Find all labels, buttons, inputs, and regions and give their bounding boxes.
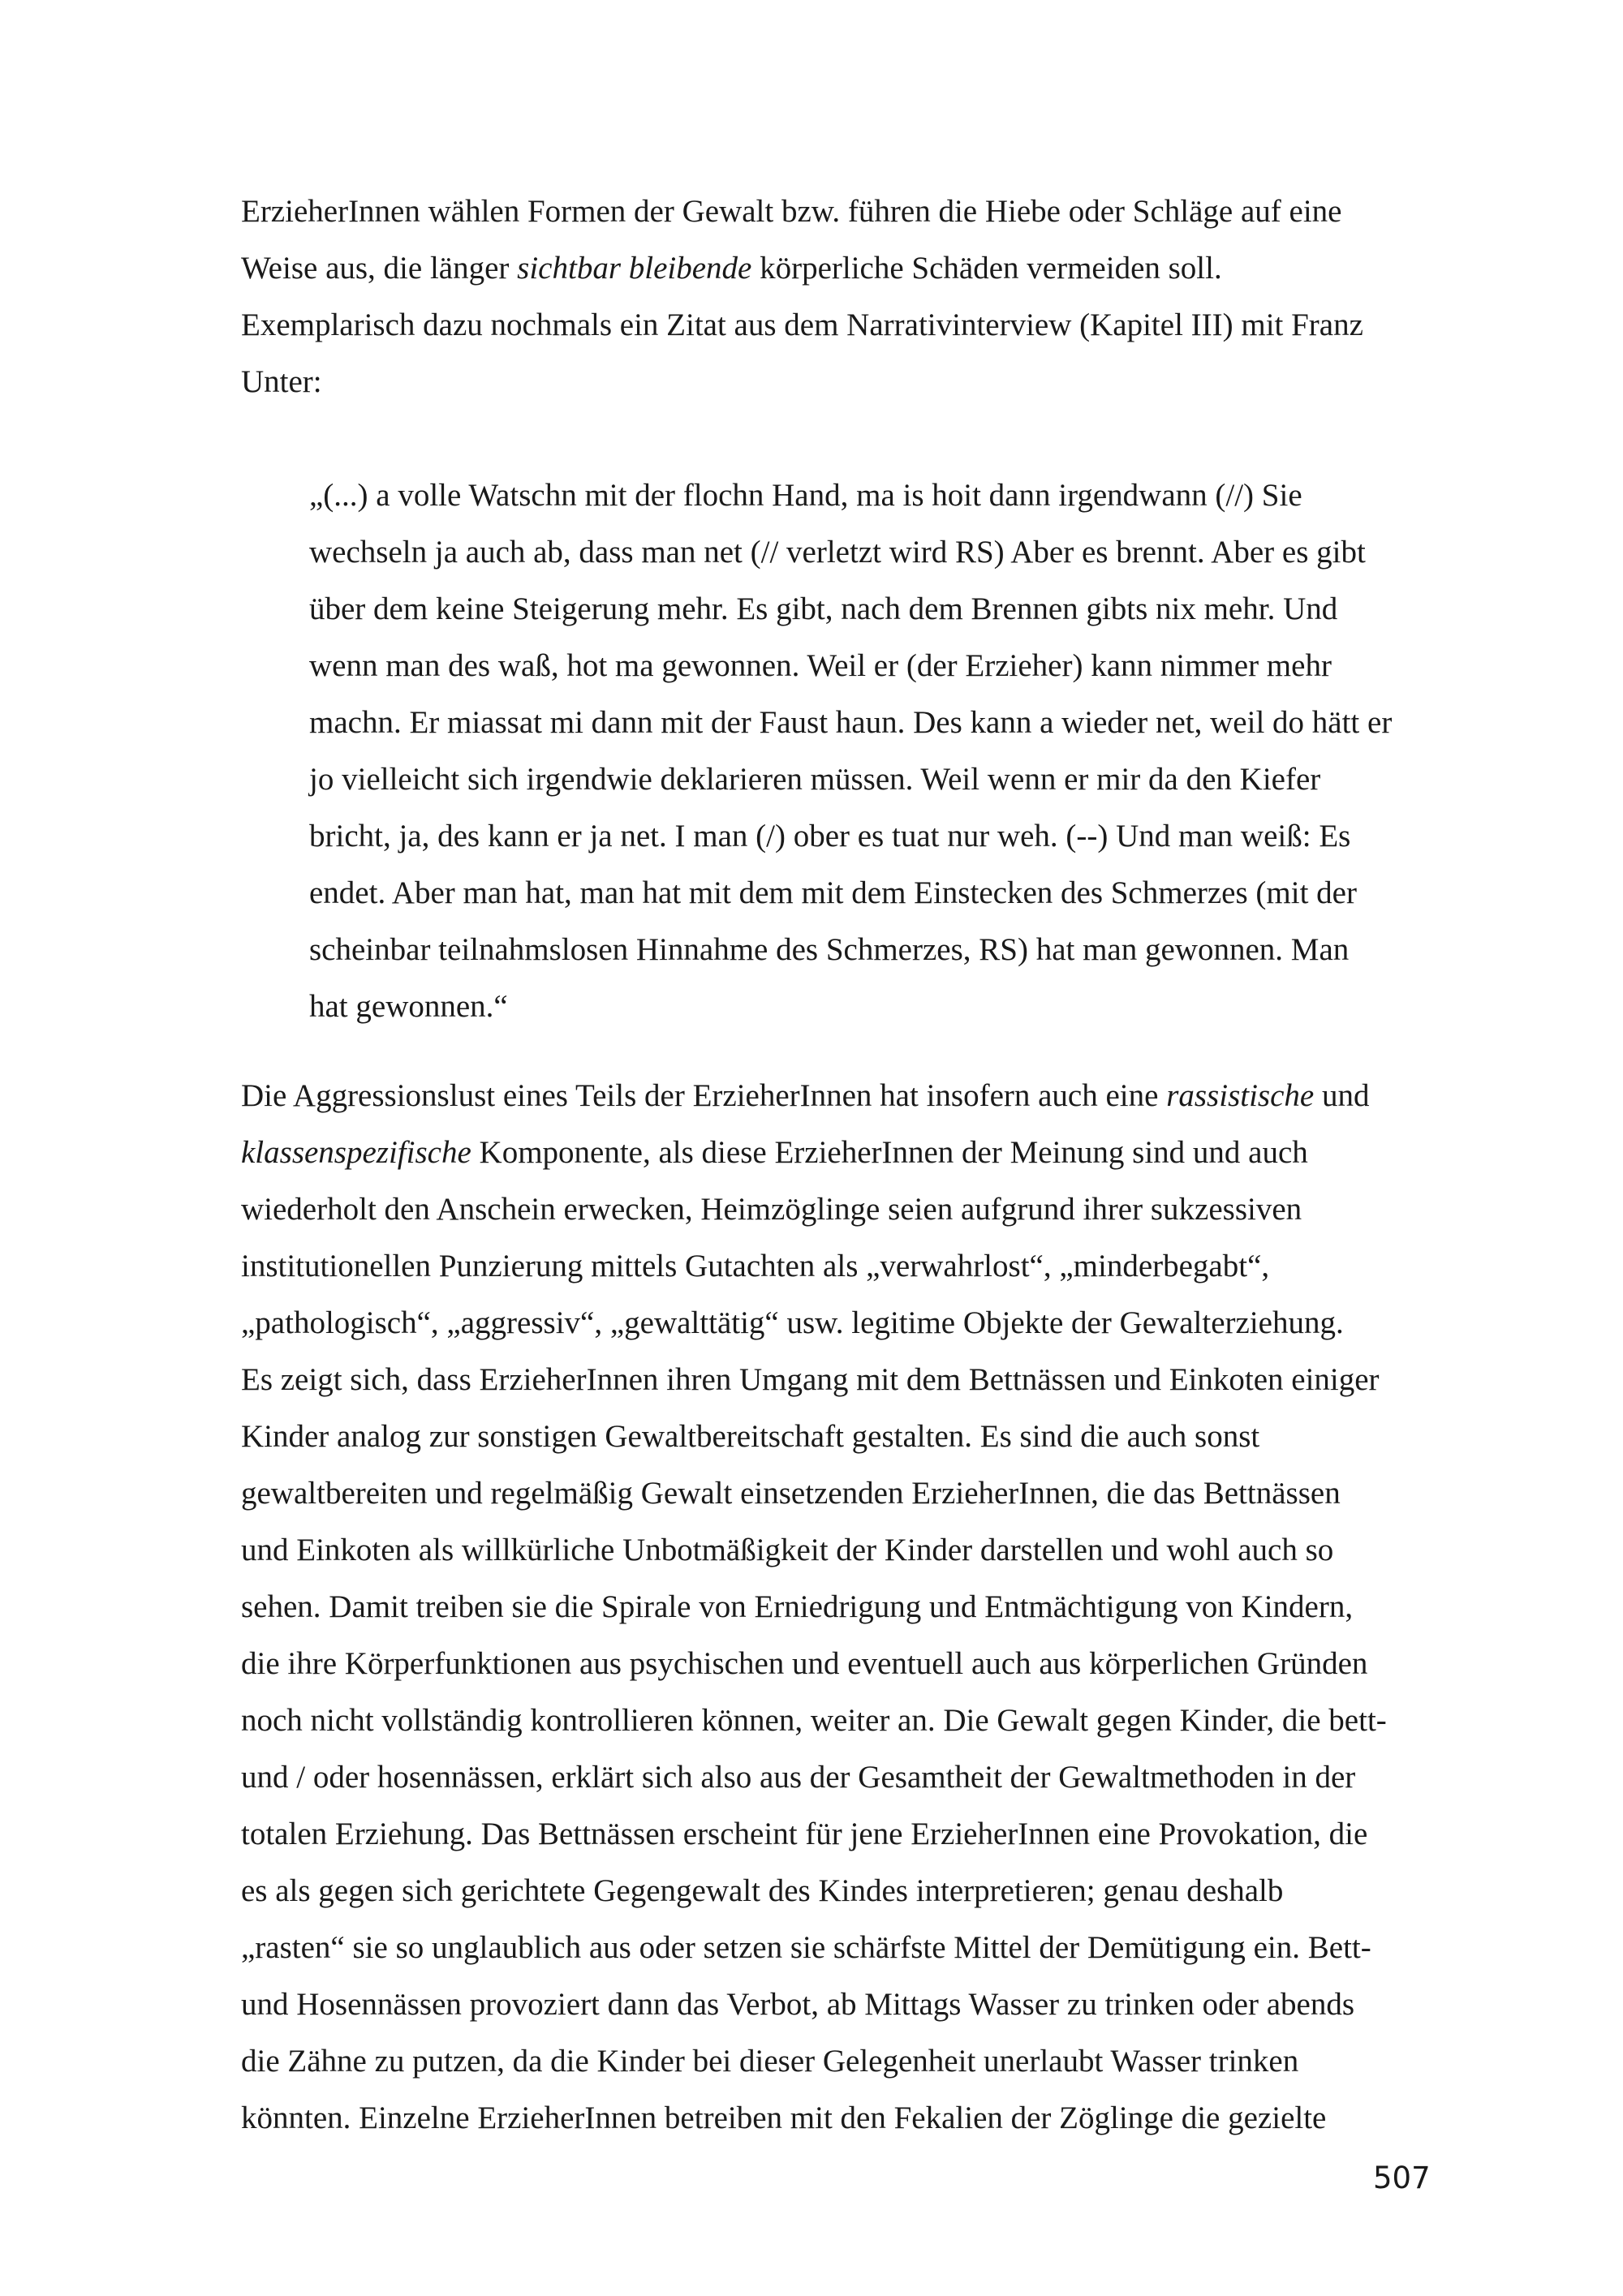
text-line: wiederholt den Anschein erwecken, Heimzöglinge seien aufgrund ihrer sukzessiven [241, 1192, 1302, 1227]
emphasis: klassenspezifische [241, 1135, 471, 1170]
text-line: Die Aggressionslust eines Teils der ErzieherInnen hat insofern auch eine rassistische und [241, 1078, 1370, 1113]
text-line: und / oder hosennässen, erklärt sich also aus der Gesamtheit der Gewaltmethoden in der [241, 1760, 1356, 1795]
quote-line: „(...) a volle Watschn mit der flochn Hand, ma is hoit dann irgendwann (//) Sie [309, 478, 1302, 513]
text-line: Weise aus, die länger sichtbar bleibende körperliche Schäden vermeiden soll. [241, 251, 1222, 286]
text-line: Kinder analog zur sonstigen Gewaltbereitschaft gestalten. Es sind die auch sonst [241, 1419, 1260, 1454]
emphasis: sichtbar bleibende [517, 251, 752, 286]
text-line: Unter: [241, 364, 322, 399]
quote-line: wechseln ja auch ab, dass man net (// verletzt wird RS) Aber es brennt. Aber es gibt [309, 535, 1366, 570]
text-line: es als gegen sich gerichtete Gegengewalt des Kindes interpretieren; genau deshalb [241, 1873, 1284, 1908]
text-line: Exemplarisch dazu nochmals ein Zitat aus dem Narrativinterview (Kapitel III) mit Franz [241, 307, 1363, 342]
quote-line: endet. Aber man hat, man hat mit dem mit dem Einstecken des Schmerzes (mit der [309, 875, 1357, 910]
text-line: die Zähne zu putzen, da die Kinder bei dieser Gelegenheit unerlaubt Wasser trinken [241, 2044, 1299, 2079]
quote-line: machn. Er miassat mi dann mit der Faust haun. Des kann a wieder net, weil do hätt er [309, 705, 1393, 740]
emphasis: rassistische [1166, 1078, 1315, 1113]
text-line: die ihre Körperfunktionen aus psychischen und eventuell auch aus körperlichen Gründen [241, 1646, 1368, 1681]
text-line: „pathologisch“, „aggressiv“, „gewalttätig“ usw. legitime Objekte der Gewalterziehung. [241, 1305, 1344, 1340]
quote-line: bricht, ja, des kann er ja net. I man (/) ober es tuat nur weh. (--) Und man weiß: Es [309, 819, 1351, 853]
text-line: sehen. Damit treiben sie die Spirale von Erniedrigung und Entmächtigung von Kindern, [241, 1589, 1354, 1624]
text-line: gewaltbereiten und regelmäßig Gewalt einsetzenden ErzieherInnen, die das Bettnässen [241, 1476, 1341, 1511]
text-line: „rasten“ sie so unglaublich aus oder setzen sie schärfste Mittel der Demütigung ein. Bett- [241, 1930, 1371, 1965]
quote-line: wenn man des waß, hot ma gewonnen. Weil er (der Erzieher) kann nimmer mehr [309, 648, 1332, 683]
quote-line: hat gewonnen.“ [309, 989, 508, 1024]
quote-line: jo vielleicht sich irgendwie deklarieren müssen. Weil wenn er mir da den Kiefer [309, 762, 1321, 797]
text-line: ErzieherInnen wählen Formen der Gewalt bzw. führen die Hiebe oder Schläge auf eine [241, 194, 1342, 229]
quote-line: über dem keine Steigerung mehr. Es gibt, nach dem Brennen gibts nix mehr. Und [309, 591, 1338, 626]
text-line: und Einkoten als willkürliche Unbotmäßigkeit der Kinder darstellen und wohl auch so [241, 1533, 1334, 1567]
text-line: noch nicht vollständig kontrollieren können, weiter an. Die Gewalt gegen Kinder, die bett- [241, 1703, 1387, 1738]
text-line: institutionellen Punzierung mittels Gutachten als „verwahrlost“, „minderbegabt“, [241, 1249, 1270, 1283]
text-line: totalen Erziehung. Das Bettnässen erscheint für jene ErzieherInnen eine Provokation, die [241, 1817, 1368, 1851]
text-line: und Hosennässen provoziert dann das Verbot, ab Mittags Wasser zu trinken oder abends [241, 1987, 1355, 2022]
page-number: 507 [1373, 2161, 1431, 2195]
text-line: Es zeigt sich, dass ErzieherInnen ihren Umgang mit dem Bettnässen und Einkoten einiger [241, 1362, 1380, 1397]
text-line: klassenspezifische Komponente, als diese ErzieherInnen der Meinung sind und auch [241, 1135, 1308, 1170]
quote-line: scheinbar teilnahmslosen Hinnahme des Schmerzes, RS) hat man gewonnen. Man [309, 932, 1350, 967]
text-line: könnten. Einzelne ErzieherInnen betreiben mit den Fekalien der Zöglinge die gezielte [241, 2100, 1327, 2135]
